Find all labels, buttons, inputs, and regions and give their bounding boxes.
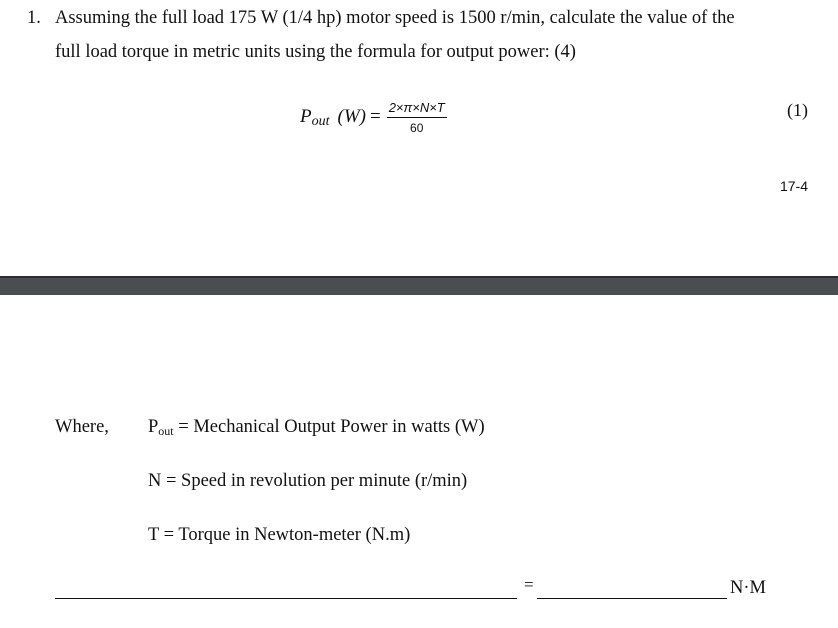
pout-definition-text: = Mechanical Output Power in watts (W) [173, 417, 485, 437]
definition-pout [148, 417, 485, 438]
output-power-formula [300, 95, 447, 139]
formula-numerator: 2×π×N×T [387, 100, 447, 118]
pout-subscript: out [158, 424, 174, 438]
equation-number: (1) [787, 100, 808, 120]
question-number: 1. [27, 8, 41, 28]
formula-equals: = [369, 106, 381, 127]
definition-torque: T = Torque in Newton-meter (N.m) [148, 525, 411, 545]
page-number: 17-4 [779, 178, 808, 194]
formula-lhs-subscript: out [311, 114, 330, 129]
definition-speed: N = Speed in revolution per minute (r/min) [148, 471, 468, 491]
formula-lhs-unit: (W) [337, 106, 366, 127]
answer-unit: N·M [730, 578, 766, 598]
question-text-line-2: full load torque in metric units using the formula for output power: (4) [55, 42, 576, 62]
answer-blank-working[interactable] [55, 598, 517, 599]
formula-fraction [387, 100, 447, 135]
where-label: Where, [55, 417, 109, 437]
page-break-divider [0, 276, 838, 295]
answer-equals: = [524, 575, 534, 594]
pout-symbol: P [148, 417, 159, 437]
formula-denominator: 60 [410, 120, 424, 135]
formula-lhs-symbol: P [300, 106, 312, 127]
question-text-line-1: Assuming the full load 175 W (1/4 hp) motor speed is 1500 r/min, calculate the value of the [55, 8, 735, 28]
answer-blank-result[interactable] [537, 598, 727, 599]
